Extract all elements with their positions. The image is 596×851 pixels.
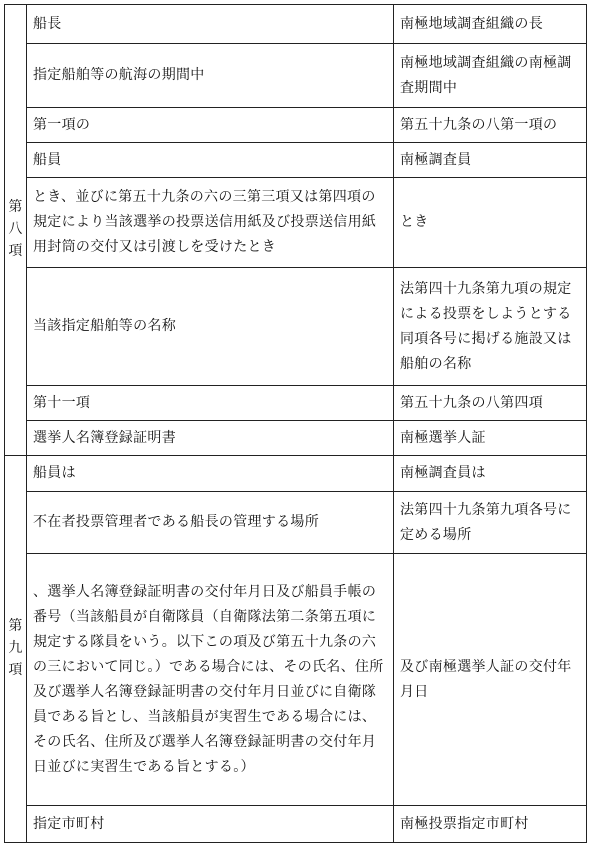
replacement-text-cell: 南極選挙人証 xyxy=(394,421,587,456)
table-row xyxy=(5,268,587,386)
replaced-text-cell: 船長 xyxy=(27,5,394,44)
table-row xyxy=(5,492,587,554)
replaced-text-cell: 当該指定船舶等の名称 xyxy=(27,268,394,386)
table-row xyxy=(5,386,587,421)
replacement-text-cell: 南極地域調査組織の南極調査期間中 xyxy=(394,44,587,108)
replaced-text-cell: 第一項の xyxy=(27,108,394,143)
table-row xyxy=(5,554,587,806)
replaced-text-cell: 指定市町村 xyxy=(27,806,394,843)
table-row xyxy=(5,178,587,268)
replacement-text-cell: とき xyxy=(394,178,587,268)
table-row xyxy=(5,5,587,44)
section-label-8: 第八項 xyxy=(5,5,27,456)
replacement-text-cell: 法第四十九条第九項の規定による投票をしようとする同項各号に掲げる施設又は船舶の名称 xyxy=(394,268,587,386)
replaced-text-cell: 、選挙人名簿登録証明書の交付年月日及び船員手帳の番号（当該船員が自衛隊員（自衛隊法第二条第五項に規定する隊員をいう。以下この項及び第五十九条の六の三において同じ。）である場合には、その氏名、住所及び選挙人名簿登録証明書の交付年月日並びに自衛隊員である旨とし、当該船員が実習生である場合には、その氏名、住所及び選挙人名簿登録証明書の交付年月日並びに実習生である旨とする。） xyxy=(27,554,394,806)
replacement-text-cell: 第五十九条の八第一項の xyxy=(394,108,587,143)
replaced-text-cell: とき、並びに第五十九条の六の三第三項又は第四項の規定により当該選挙の投票送信用紙及び投票送信用紙用封筒の交付又は引渡しを受けたとき xyxy=(27,178,394,268)
section-label-9: 第九項 xyxy=(5,456,27,843)
replacement-text-cell: 法第四十九条第九項各号に定める場所 xyxy=(394,492,587,554)
replacement-text-cell: 第五十九条の八第四項 xyxy=(394,386,587,421)
replacement-text-cell: 南極地域調査組織の長 xyxy=(394,5,587,44)
table-row xyxy=(5,806,587,843)
replaced-text-cell: 不在者投票管理者である船長の管理する場所 xyxy=(27,492,394,554)
replacement-text-cell: 南極調査員は xyxy=(394,456,587,492)
replaced-text-cell: 船員は xyxy=(27,456,394,492)
replacement-text-cell: 南極調査員 xyxy=(394,143,587,178)
table-row xyxy=(5,456,587,492)
replacement-text-cell: 及び南極選挙人証の交付年月日 xyxy=(394,554,587,806)
replaced-text-cell: 船員 xyxy=(27,143,394,178)
table-row xyxy=(5,108,587,143)
replacement-text-cell: 南極投票指定市町村 xyxy=(394,806,587,843)
table-row xyxy=(5,44,587,108)
table-row xyxy=(5,143,587,178)
replaced-text-cell: 第十一項 xyxy=(27,386,394,421)
replaced-text-cell: 指定船舶等の航海の期間中 xyxy=(27,44,394,108)
provision-table xyxy=(4,4,587,843)
table-row xyxy=(5,421,587,456)
replaced-text-cell: 選挙人名簿登録証明書 xyxy=(27,421,394,456)
